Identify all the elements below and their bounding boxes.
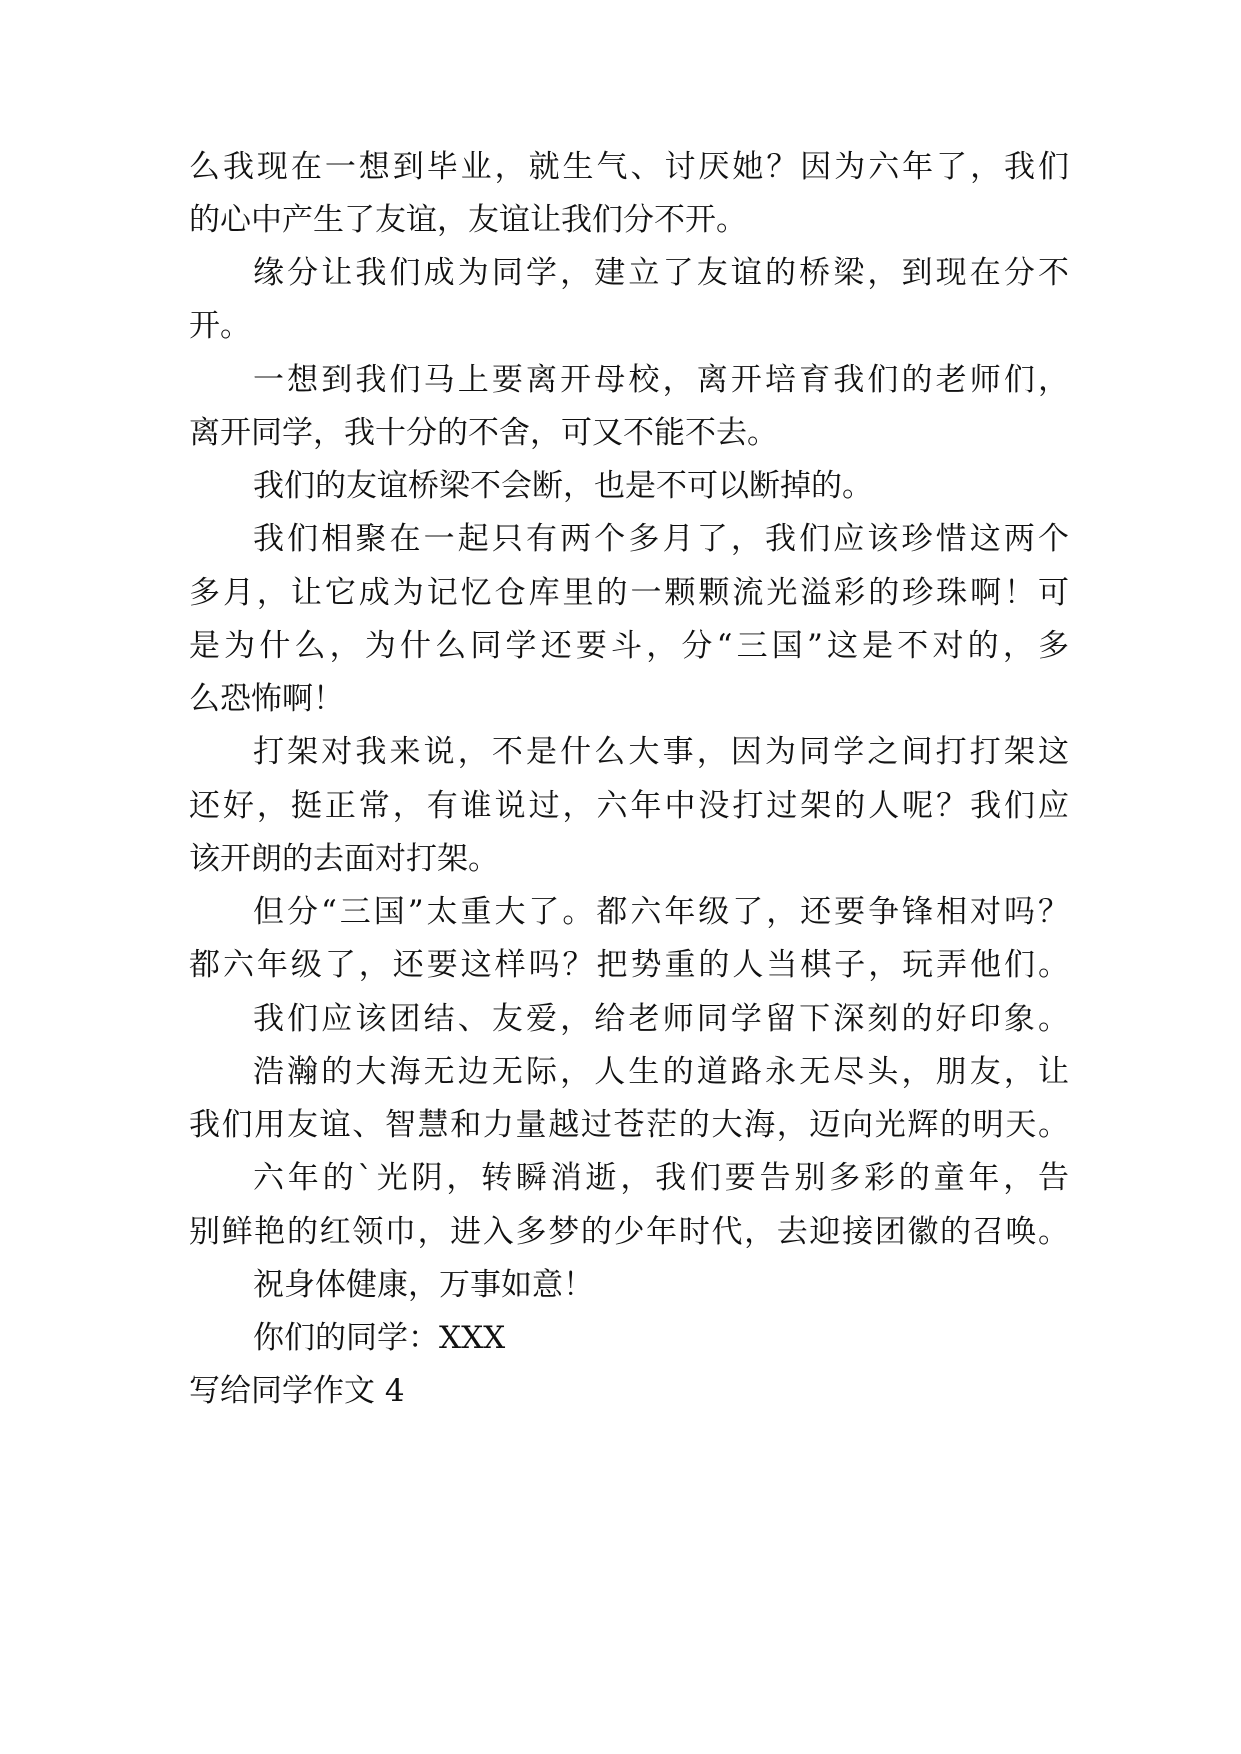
text-line: 打架对我来说，不是什么大事，因为同学之间打打架这: [253, 734, 1069, 770]
text-line: 浩瀚的大海无边无际，人生的道路永无尽头，朋友，让: [253, 1054, 1069, 1090]
text-line: 多月，让它成为记忆仓库里的一颗颗流光溢彩的珍珠啊！可: [189, 575, 1069, 611]
text-line: 我们应该团结、友爱，给老师同学留下深刻的好印象。: [253, 1001, 1069, 1037]
text-line: 都六年级了，还要这样吗？把势重的人当棋子，玩弄他们。: [189, 947, 1069, 983]
text-line: 缘分让我们成为同学，建立了友谊的桥梁，到现在分不: [253, 255, 1069, 291]
text-line: 离开同学，我十分的不舍，可又不能不去。: [189, 415, 778, 451]
text-line: 但分“三国”太重大了。都六年级了，还要争锋相对吗？: [253, 894, 1069, 930]
text-line: 么我现在一想到毕业，就生气、讨厌她？因为六年了，我们: [189, 149, 1069, 185]
text-line: 还好，挺正常，有谁说过，六年中没打过架的人呢？我们应: [189, 788, 1069, 824]
text-line: 开。: [189, 308, 251, 344]
text-line: 一想到我们马上要离开母校，离开培育我们的老师们，: [253, 362, 1069, 398]
text-line: 祝身体健康，万事如意！: [253, 1267, 594, 1303]
text-line: 是为什么，为什么同学还要斗，分“三国”这是不对的，多: [189, 628, 1069, 664]
text-line: 的心中产生了友谊，友谊让我们分不开。: [189, 202, 747, 238]
text-line: 我们的友谊桥梁不会断，也是不可以断掉的。: [253, 468, 873, 504]
text-line: 我们用友谊、智慧和力量越过苍茫的大海，迈向光辉的明天。: [189, 1107, 1069, 1143]
text-line: 我们相聚在一起只有两个多月了，我们应该珍惜这两个: [253, 521, 1069, 557]
section-heading: 写给同学作文 4: [189, 1373, 405, 1409]
text-line: 别鲜艳的红领巾，进入多梦的少年时代，去迎接团徽的召唤。: [189, 1214, 1069, 1250]
text-line: 六年的`光阴，转瞬消逝，我们要告别多彩的童年，告: [253, 1160, 1069, 1196]
signature-line: 你们的同学：XXX: [253, 1320, 506, 1356]
text-line: 该开朗的去面对打架。: [189, 841, 499, 877]
text-line: 么恐怖啊！: [189, 681, 344, 717]
